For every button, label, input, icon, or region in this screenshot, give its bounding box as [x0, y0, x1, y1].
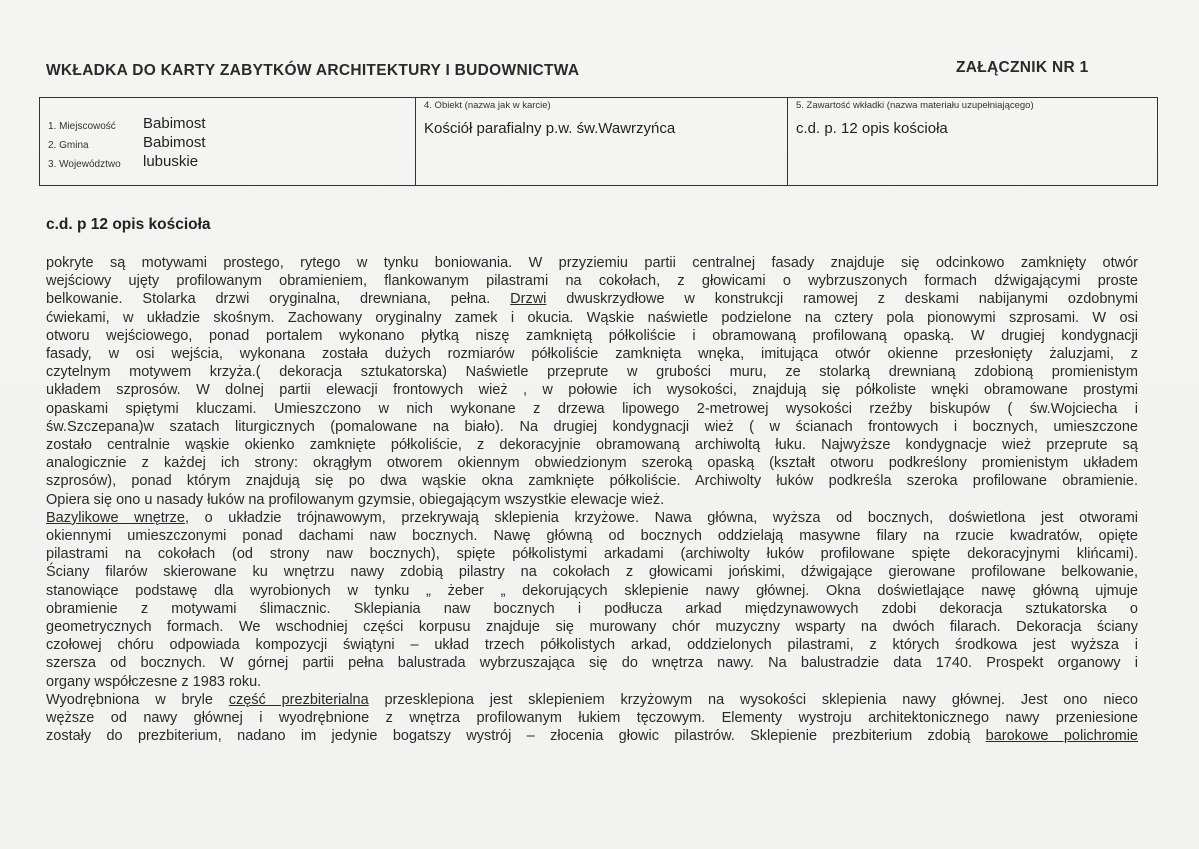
text-line: szersza od bocznych. W górnej partii pełna balustrada wybrzuszająca się do wnętrza nawy. Na balustradzie data 1740. Prospekt organowy i: [46, 655, 1138, 672]
text-fragment: dwuskrzydłowe w konstrukcji ramowej z deskami nabijanymi ozdobnymi: [546, 291, 1139, 308]
locality-value: Babimost: [143, 115, 206, 132]
underlined-term: Bazylikowe wnętrze: [46, 509, 185, 526]
underlined-term: część prezbiterialna: [228, 691, 369, 708]
text-line: stanowiące podstawę dla wyrobionych w tynku „ żeber „ dekorujących sklepienie nawy głównej. Okna doświetlające nawę główną ujmuje: [46, 582, 1138, 599]
text-line: obramienie z motywami ślimacznic. Sklepiania naw bocznych i podłucza arkad międzynawowych zdobi dekoracja sztukatorska o: [46, 600, 1138, 617]
object-label: 4. Obiekt (nazwa jak w karcie): [424, 100, 551, 111]
underlined-term: Drzwi: [510, 291, 547, 308]
locality-label: 1. Miejscowość: [48, 121, 116, 132]
text-line: ćwiekami, w układzie skośnym. Zachowany oryginalny zamek i okucia. Wąskie naświetle podzielone na cztery pola pionowymi szprosami. W osi: [46, 309, 1138, 326]
contents-cell: [788, 98, 1157, 185]
text-line: [46, 290, 1138, 308]
object-cell: [416, 98, 788, 185]
text-line: szprosów), ponad którym znajdują się po dwa wąskie okna zamknięte półkoliście. Archiwolty łuków podkreśla szeroka profilowane obramienie.: [46, 473, 1138, 490]
text-line: zostało centralnie wąskie okienko zamknięte półkoliście, z dekoracyjnie obramowaną archiwoltą łuku. Najwyższe kondygnacje wież przeprute są: [46, 437, 1138, 454]
text-fragment: Wyodrębniona w bryle: [46, 691, 229, 708]
text-fragment: , o układzie trójnawowym, przekrywają sklepienia krzyżowe. Nawa główna, wyższa od bocznych, doświetlona jest otworami: [184, 509, 1139, 526]
underlined-term: barokowe polichromie: [985, 728, 1138, 745]
contents-label: 5. Zawartość wkładki (nazwa materiału uzupełniającego): [796, 100, 1034, 111]
text-line: otworu wejściowego, ponad portalem wykonano płytką niszę zamkniętą półkoliście i obramowaną profilowaną opaską. W drugiej kondygnacji: [46, 327, 1138, 344]
text-line: Opiera się ono u nasady łuków na profilowanym gzymsie, obiegającym wszystkie elewacje wież.: [46, 491, 665, 508]
header-form-table: [39, 97, 1158, 186]
text-line: czołowej chóru odpowiada kompozycji świątyni – układ trzech półkolistych arkad, oddzielonych pilastrami, z których środkowa jest wyższa i: [46, 637, 1138, 654]
text-line: [46, 509, 1138, 527]
text-line: czytelnym motywem krzyża.( dekoracja sztukatorska) Naświetle przeprute w grubości muru, ze stolarką drewnianą zdobioną promienistym: [46, 364, 1138, 381]
text-line: geometrycznych formach. We wschodniej części korpusu znajduje się murowany chór muzyczny wsparty na dwóch filarach. Dekoracja ściany: [46, 619, 1138, 636]
section-title: c.d. p 12 opis kościoła: [46, 216, 211, 233]
text-line: św.Szczepana)w szatach liturgicznych (pomalowane na biało). Na drugiej kondygnacji wież ( w ścianach frontowych i bocznych, umieszczone: [46, 418, 1138, 435]
voivodeship-label: 3. Województwo: [48, 159, 121, 170]
text-line: fasady, w osi wejścia, wykonana została dużych rozmiarów półkoliście zamknięta wnęka, imitująca otwór okienne przesłonięty żaluzjami, z: [46, 346, 1138, 363]
commune-label: 2. Gmina: [48, 140, 89, 151]
text-fragment: przesklepiona jest sklepieniem krzyżowym na wysokości sklepienia nawy głównej. Jest ono nieco: [368, 691, 1138, 708]
voivodeship-value: lubuskie: [143, 153, 199, 170]
attachment-label: ZAŁĄCZNIK NR 1: [956, 59, 1089, 76]
text-fragment: zostały do prezbiterium, nadano im jedynie bogatszy wystrój – złocenia głowic pilastrów. Sklepienie prezbiterium zdobią: [46, 728, 986, 745]
text-line: organy współczesne z 1983 roku.: [46, 673, 262, 690]
text-line: wejściowy ujęty profilowanym obramieniem, flankowanym pilastrami na cokołach, z głowicami o wybrzuszonych formach dźwigającymi proste: [46, 273, 1138, 290]
text-line: [46, 727, 1138, 745]
commune-value: Babimost: [143, 134, 206, 151]
form-title: WKŁADKA DO KARTY ZABYTKÓW ARCHITEKTURY I BUDOWNICTWA: [46, 62, 580, 79]
text-line: okiennymi umieszczonymi ponad dachami naw bocznych. Nawę główną od bocznych oddzielają masywne filary na rzucie kwadratów, opięte: [46, 528, 1138, 545]
text-line: [46, 691, 1138, 709]
object-value: Kościół parafialny p.w. św.Wawrzyńca: [424, 120, 676, 137]
description-text: [46, 254, 1138, 745]
text-line: węższe od nawy głównej i wyodrębnione z wnętrza profilowanym łukiem tęczowym. Elementy wystroju architektonicznego nawy przeniesione: [46, 710, 1138, 727]
text-line: pilastrami na cokołach (od strony naw bocznych), spięte półkolistymi arkadami (archiwolty łuków profilowane spięte dekoracyjnymi klińcami).: [46, 546, 1138, 563]
text-line: opaskami spiętymi kluczami. Umieszczono w nich wykonane z drzewa lipowego 2-metrowej wysokości rzeźby biskupów ( św.Wojciecha i: [46, 400, 1138, 417]
contents-value: c.d. p. 12 opis kościoła: [796, 120, 948, 137]
text-line: układem szprosów. W dolnej partii elewacji frontowych wież , w połowie ich wysokości, znajdują się półkoliste wnęki obramowane prostymi: [46, 382, 1138, 399]
text-line: pokryte są motywami prostego, rytego w tynku boniowania. W przyziemiu partii centralnej fasady znajduje się odcinkowo zamknięty otwór: [46, 255, 1138, 271]
text-line: Ściany filarów skierowane ku wnętrzu nawy zdobią pilastry na cokołach z głowicami jońskimi, dźwigające gierowane profilowane belkowanie,: [46, 564, 1138, 581]
text-fragment: belkowanie. Stolarka drzwi oryginalna, drewniana, pełna.: [46, 291, 511, 308]
location-cell: [40, 98, 416, 185]
text-line: analogicznie z każdej ich strony: okrągłym otworem okiennym obwiedzionym szeroką opaską (kształt otworu podkreślony promienistym układem: [46, 455, 1138, 472]
